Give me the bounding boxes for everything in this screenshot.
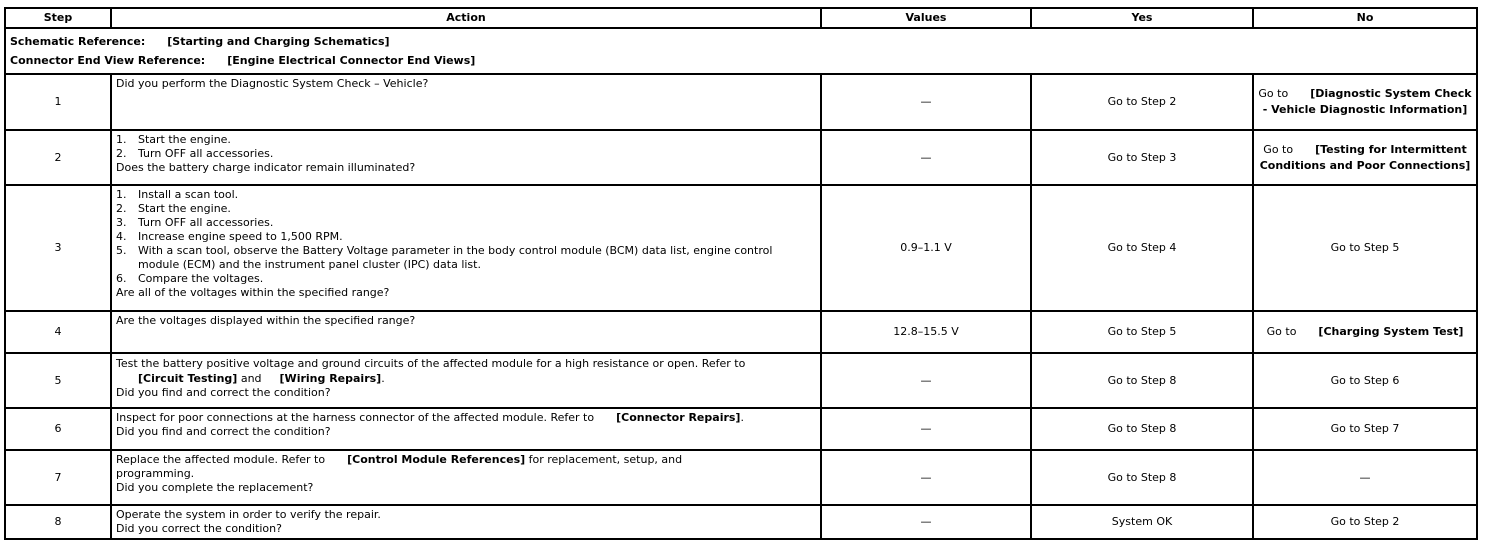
header-values: Values (821, 8, 1031, 28)
action-cell (111, 450, 821, 505)
yes-cell: Go to Step 8 (1031, 408, 1253, 450)
step-number: 8 (5, 505, 111, 539)
table-row-step-5 (5, 353, 1477, 408)
header-yes: Yes (1031, 8, 1253, 28)
action-question: Did you find and correct the condition? (116, 425, 331, 438)
list-item: 4. Increase engine speed to 1,500 RPM. (116, 230, 343, 243)
control-module-references-link[interactable]: [Control Module References] (347, 453, 526, 466)
list-item: 1. Install a scan tool. (116, 188, 239, 201)
table-row-step-6 (5, 408, 1477, 450)
action-question: Does the battery charge indicator remain illuminated? (116, 161, 416, 174)
list-item: 1. Start the engine. (116, 133, 231, 146)
table-row-step-1 (5, 74, 1477, 130)
values-cell: — (821, 450, 1031, 505)
yes-cell: Go to Step 4 (1031, 185, 1253, 311)
action-question: Did you perform the Diagnostic System Check – Vehicle? (116, 77, 429, 90)
action-cell (111, 505, 821, 539)
table-row-step-2 (5, 130, 1477, 185)
yes-cell: Go to Step 5 (1031, 311, 1253, 353)
no-link[interactable]: [Diagnostic System Check - Vehicle Diagnostic Information] (1262, 87, 1472, 116)
step-number: 2 (5, 130, 111, 185)
schematic-reference (10, 32, 1474, 51)
connector-reference-link[interactable]: [Engine Electrical Connector End Views] (227, 54, 476, 67)
list-item: 2. Turn OFF all accessories. (116, 147, 274, 160)
schematic-reference-link[interactable]: [Starting and Charging Schematics] (167, 35, 390, 48)
values-cell: 0.9–1.1 V (821, 185, 1031, 311)
no-prefix: Go to (1258, 87, 1289, 100)
action-text: Replace the affected module. Refer to [Control Module References] for replacement, setup, and programming. (116, 453, 683, 480)
reference-cell (5, 28, 1477, 74)
action-cell (111, 130, 821, 185)
step-number: 6 (5, 408, 111, 450)
values-cell: — (821, 353, 1031, 408)
no-prefix: Go to (1266, 325, 1297, 338)
list-item: 6. Compare the voltages. (116, 272, 264, 285)
no-link[interactable]: [Charging System Test] (1318, 325, 1464, 338)
connector-reference (10, 51, 1474, 70)
step-number: 4 (5, 311, 111, 353)
values-cell: — (821, 130, 1031, 185)
yes-cell: Go to Step 2 (1031, 74, 1253, 130)
step-number: 3 (5, 185, 111, 311)
yes-cell: System OK (1031, 505, 1253, 539)
action-text: Operate the system in order to verify the repair. (116, 508, 381, 521)
header-action: Action (111, 8, 821, 28)
diagnostic-table (4, 7, 1478, 540)
header-step: Step (5, 8, 111, 28)
no-cell (1253, 74, 1477, 130)
list-item: 2. Start the engine. (116, 202, 231, 215)
table-row-step-7 (5, 450, 1477, 505)
yes-cell: Go to Step 8 (1031, 450, 1253, 505)
circuit-testing-link[interactable]: [Circuit Testing] (138, 372, 238, 385)
reference-row (5, 28, 1477, 74)
yes-cell: Go to Step 8 (1031, 353, 1253, 408)
action-text: Test the battery positive voltage and ground circuits of the affected module for a high resistance or open. Refer to [Circuit Testing] and [Wiring Repairs]. (116, 357, 746, 385)
action-cell (111, 353, 821, 408)
step-number: 5 (5, 353, 111, 408)
no-cell: Go to Step 5 (1253, 185, 1477, 311)
list-item: 5. With a scan tool, observe the Battery Voltage parameter in the body control module (BCM) data list, engine control module (ECM) and the instrument panel cluster (IPC) data list. (116, 244, 773, 271)
no-prefix: Go to (1263, 142, 1294, 156)
step-number: 1 (5, 74, 111, 130)
yes-cell: Go to Step 3 (1031, 130, 1253, 185)
table-row-step-8 (5, 505, 1477, 539)
action-steps (116, 188, 816, 286)
action-cell (111, 74, 821, 130)
no-cell (1253, 311, 1477, 353)
header-no: No (1253, 8, 1477, 28)
list-item: 3. Turn OFF all accessories. (116, 216, 274, 229)
no-cell: — (1253, 450, 1477, 505)
table-row-step-4 (5, 311, 1477, 353)
schematic-reference-label: Schematic Reference: (10, 35, 146, 48)
action-steps (116, 133, 816, 161)
values-cell: — (821, 74, 1031, 130)
connector-repairs-link[interactable]: [Connector Repairs] (616, 411, 741, 424)
no-cell: Go to Step 7 (1253, 408, 1477, 450)
action-question: Did you correct the condition? (116, 522, 282, 535)
action-cell (111, 311, 821, 353)
step-number: 7 (5, 450, 111, 505)
action-question: Did you complete the replacement? (116, 481, 314, 494)
action-question: Did you find and correct the condition? (116, 386, 331, 399)
no-cell: Go to Step 6 (1253, 353, 1477, 408)
wiring-repairs-link[interactable]: [Wiring Repairs] (279, 372, 382, 385)
action-cell (111, 408, 821, 450)
header-row (5, 8, 1477, 28)
action-text: Inspect for poor connections at the harness connector of the affected module. Refer to [Connector Repairs]. (116, 411, 744, 424)
values-cell: — (821, 408, 1031, 450)
no-cell: Go to Step 2 (1253, 505, 1477, 539)
connector-reference-label: Connector End View Reference: (10, 54, 206, 67)
table-row-step-3 (5, 185, 1477, 311)
action-question: Are all of the voltages within the specified range? (116, 286, 390, 299)
values-cell: — (821, 505, 1031, 539)
no-cell (1253, 130, 1477, 185)
action-question: Are the voltages displayed within the specified range? (116, 314, 416, 327)
values-cell: 12.8–15.5 V (821, 311, 1031, 353)
action-cell (111, 185, 821, 311)
no-link[interactable]: [Testing for Intermittent Conditions and Poor Connections] (1259, 142, 1471, 172)
